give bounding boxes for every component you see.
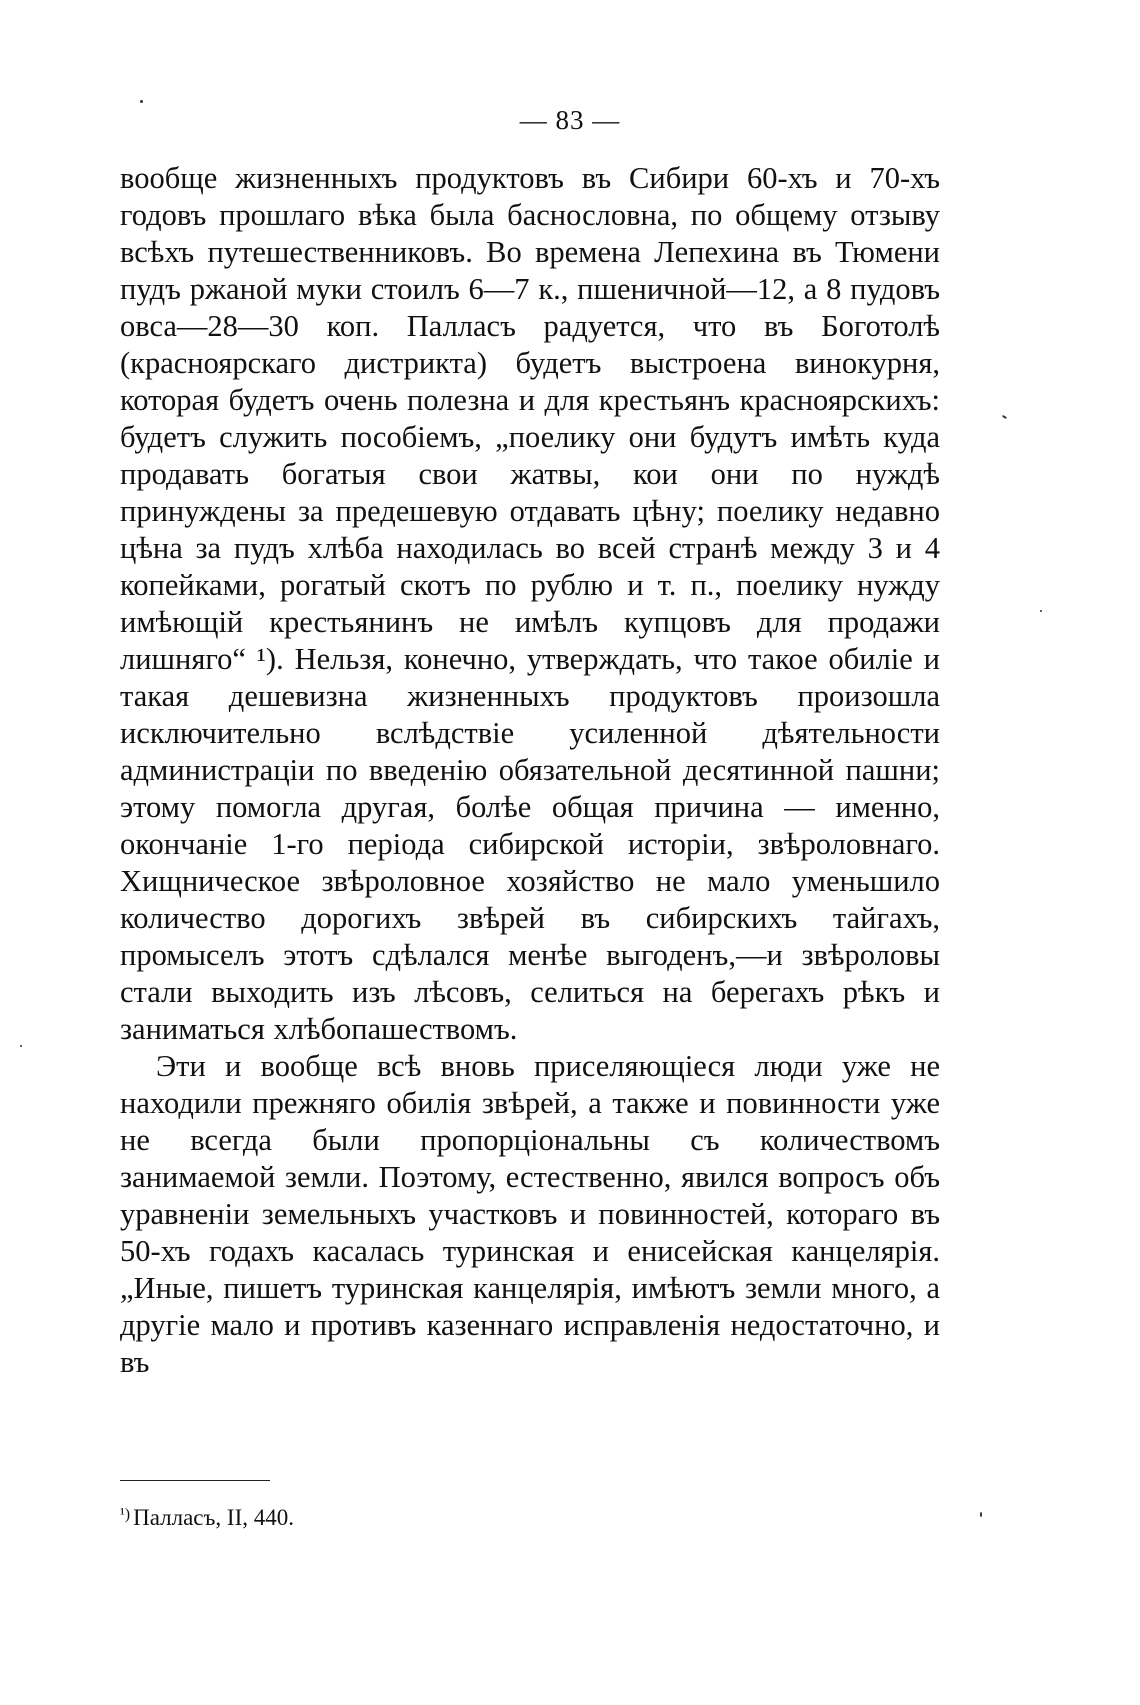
footnote-divider bbox=[120, 1480, 270, 1481]
scan-speck bbox=[980, 1512, 982, 1517]
paragraph-1: вообще жизненныхъ продуктовъ въ Сибири 60-хъ и 70-хъ годовъ прошлаго вѣка была баснословна, по общему отзыву всѣхъ путешественниковъ. Во времена Лепехина въ Тюмени пудъ ржаной муки стоилъ 6—7 к., пшеничной—12, а 8 пудовъ овса—28—30 коп. Палласъ радуется, что въ Боготолѣ (красноярскаго дистрикта) будетъ выстроена винокурня, которая будетъ очень полезна и для крестьянъ красноярскихъ: будетъ служить пособіемъ, „поелику они будутъ имѣть куда продавать богатыя свои жатвы, кои они по нуждѣ принуждены за предешевую отдавать цѣну; поелику недавно цѣна за пудъ хлѣба находилась во всей странѣ между 3 и 4 копейками, рогатый скотъ по рублю и т. п., поелику нужду имѣющій крестьянинъ не имѣлъ купцовъ для продажи лишняго“ ¹). Нельзя, конечно, утверждать, что такое обиліе и такая дешевизна жизненныхъ продуктовъ произошла исключительно вслѣдствіе усиленной дѣятельности администраціи по введенію обязательной десятинной пашни; этому помогла другая, болѣе общая причина — именно, окончаніе 1-го періода сибирской исторіи, звѣроловнаго. Хищническое звѣроловное хозяйство не мало уменьшило количество дорогихъ звѣрей въ сибирскихъ тайгахъ, промыселъ этотъ сдѣлался менѣе выгоденъ,—и звѣроловы стали выходить изъ лѣсовъ, селиться на берегахъ рѣкъ и заниматься хлѣбопашествомъ. bbox=[120, 161, 940, 1046]
scan-speck bbox=[20, 1045, 22, 1047]
footnote bbox=[120, 1500, 940, 1533]
page-number: — 83 — bbox=[519, 105, 621, 135]
scan-speck bbox=[1040, 610, 1042, 612]
footnote-text: Палласъ, II, 440. bbox=[133, 1505, 294, 1530]
scan-speck bbox=[1002, 415, 1007, 420]
paragraph-2: Эти и вообще всѣ вновь приселяющіеся люди уже не находили прежняго обилія звѣрей, а также и повинности уже не всегда были пропорціональны съ количествомъ занимаемой земли. Поэтому, естественно, явился вопросъ объ уравненіи земельныхъ участковъ и повинностей, котораго въ 50-хъ годахъ касалась туринская и енисейская канцелярія. „Иные, пишетъ туринская канцелярія, имѣютъ земли много, а другіе мало и противъ казеннаго исправленія недостаточно, и въ bbox=[120, 1049, 940, 1379]
scan-speck bbox=[140, 100, 143, 103]
footnote-marker: ¹) bbox=[120, 1506, 131, 1523]
main-text bbox=[120, 160, 940, 1381]
